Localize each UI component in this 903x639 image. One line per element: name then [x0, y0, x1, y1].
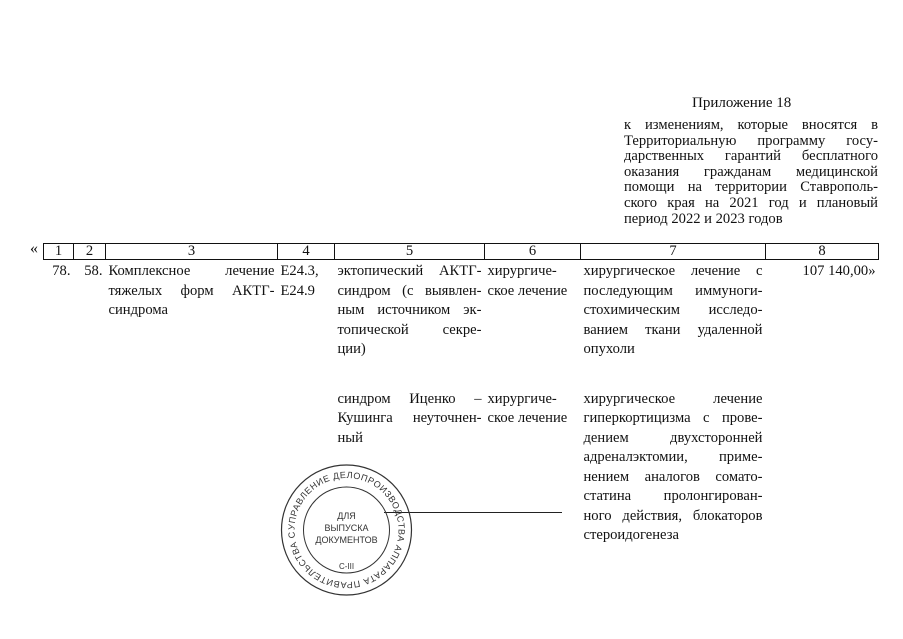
diagnosis-model: синдром Иценко – Кушинга неуточнен- ный — [337, 390, 482, 446]
appendix-description — [624, 118, 878, 227]
treatment-type: хирургиче- ское лечение — [487, 390, 568, 426]
opening-quote: « — [30, 240, 38, 257]
description-line: период 2022 и 2023 годов — [624, 210, 783, 227]
row-number: 78. — [52, 263, 71, 279]
table-row — [44, 260, 879, 362]
stamp-seal-icon — [279, 463, 414, 597]
column-header: 5 — [335, 244, 485, 260]
official-stamp — [279, 463, 414, 597]
description-line: дарственных гарантий бесплатного — [624, 148, 878, 165]
stamp-outer-text: УПРАВЛЕНИЕ ДЕЛОПРОИЗВОДСТВА АППАРАТА ПРАВИТЕЛЬСТВА С — [286, 469, 407, 591]
appendix-title: Приложение 18 — [692, 95, 792, 111]
standard-cost: 107 140,00» — [802, 263, 876, 279]
description-line: оказания гражданам медицинской — [624, 163, 878, 180]
column-header: 8 — [766, 244, 879, 260]
description-line: Территориальную программу госу- — [624, 132, 878, 149]
stamp-inner-line: ДЛЯ — [337, 511, 356, 521]
description-line: к изменениям, которые вносятся в — [624, 117, 878, 133]
treatment-name: Комплексное лечение тяжелых форм АКТГ- синдрома — [108, 263, 275, 318]
group-number: 58. — [84, 263, 103, 279]
treatment-method: хирургическое лечение с последующим иммуноги- стохимическим исследо- ванием ткани удаленной опухоли — [583, 263, 763, 357]
diagnosis-model: эктопический АКТГ- синдром (с выявлен- ным источником эк- топической секре- ции) — [337, 263, 482, 357]
description-line: ского края на 2021 год и плановый — [624, 194, 878, 211]
description-line: помощи на территории Ставрополь- — [624, 179, 878, 196]
column-header: 3 — [106, 244, 278, 260]
treatment-method: хирургическое лечение гиперкортицизма с прове- дением двухсторонней адреналэктомии, приме- нением аналогов сомато- статина пролонгирован- ного действия, блокаторов стероидогенеза — [583, 390, 763, 543]
column-header: 6 — [485, 244, 581, 260]
tariff-table — [43, 243, 879, 548]
column-header: 1 — [44, 244, 74, 260]
column-number-row — [44, 244, 879, 260]
column-header: 2 — [74, 244, 106, 260]
stamp-code: С-III — [338, 562, 355, 571]
column-header: 7 — [581, 244, 766, 260]
stamp-inner-line: ДОКУМЕНТОВ — [315, 535, 378, 545]
stamp-inner-line: ВЫПУСКА — [324, 523, 369, 533]
icd-codes: E24.3, E24.9 — [280, 263, 319, 299]
treatment-type: хирургиче- ское лечение — [487, 263, 568, 299]
column-header: 4 — [278, 244, 335, 260]
